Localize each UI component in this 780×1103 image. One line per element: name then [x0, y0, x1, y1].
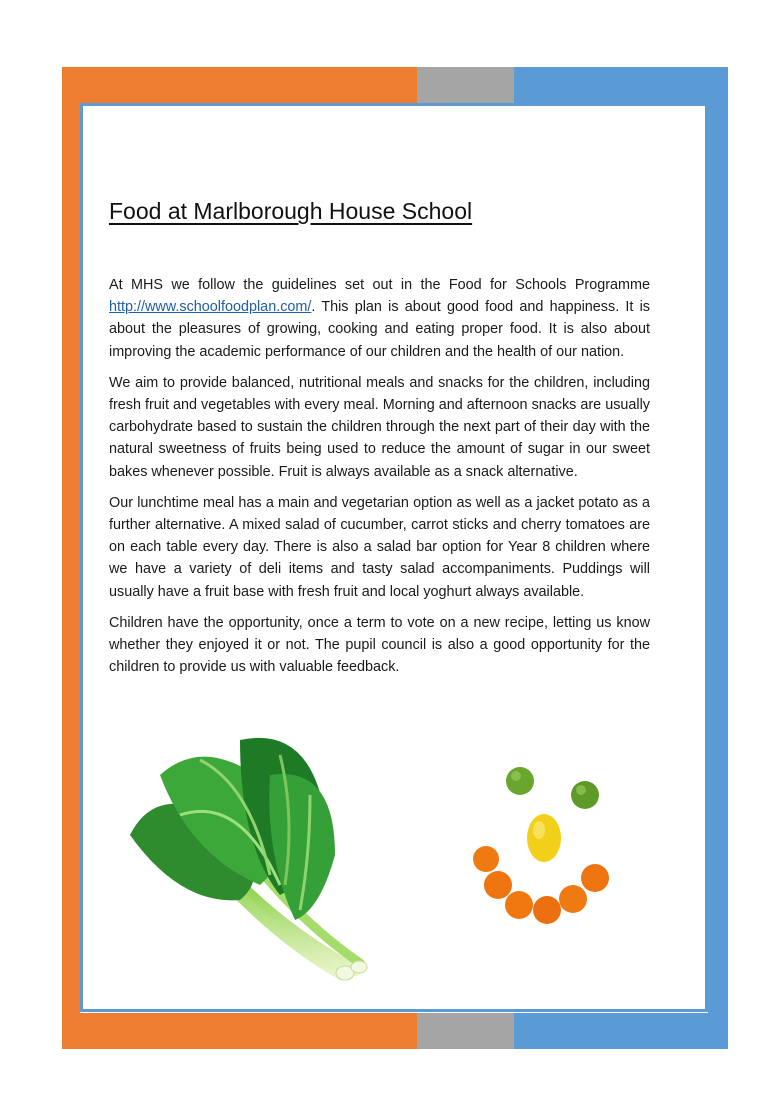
paragraph-meals: We aim to provide balanced, nutritional meals and snacks for the children, including fresh fruit and vegetables with every meal. Morning and afternoon snacks are usually carbohydrate based to sustain the children through the next part of their day with the natural sweetness of fruits being used to reduce the amount of sugar in our sweet bakes whenever possible. Fruit is always available as a snack alternative. [109, 374, 650, 480]
frame-right-blue [708, 67, 728, 1049]
paragraph-feedback: Children have the opportunity, once a term to vote on a new recipe, letting us know whether they enjoyed it or not. The pupil council is also a good opportunity for the children to provide us with valuable feedback. [109, 614, 650, 676]
school-food-plan-link[interactable]: http://www.schoolfoodplan.com/ [109, 299, 312, 316]
paragraph-lunchtime: Our lunchtime meal has a main and vegetarian option as well as a jacket potato as a further alternative. A mixed salad of cucumber, carrot sticks and cherry tomatoes are on each table every day. There is also a salad bar option for Year 8 children where we have a variety of deli items and tasty salad accompaniments. Puddings will usually have a fruit base with fresh fruit and local yoghurt always available. [109, 494, 650, 600]
frame-left-orange [62, 67, 80, 1049]
body-text [109, 274, 650, 687]
page-title: Food at Marlborough House School [109, 198, 473, 224]
frame-top-orange [62, 67, 417, 103]
lime-eyes [506, 767, 599, 809]
paragraph-guidelines-rest: . This plan is about good food and happiness. It is about the pleasures of growing, cooking and eating proper food. It is also about improving the academic performance of our children and the health of our nation. [109, 299, 650, 360]
frame-top-blue [514, 67, 728, 103]
paragraph-guidelines [109, 274, 650, 363]
frame-bottom-orange [62, 1013, 417, 1049]
frame-bottom-gray [417, 1013, 514, 1049]
frame-bottom-blue [514, 1013, 728, 1049]
spinach-image [120, 735, 380, 985]
fruit-smiley-image [462, 758, 622, 938]
frame-top-gray [417, 67, 514, 103]
lemon-nose [527, 814, 561, 862]
spinach-leaves [130, 738, 335, 920]
paragraph-guidelines-intro: At MHS we follow the guidelines set out in the Food for Schools Programme [109, 277, 650, 293]
